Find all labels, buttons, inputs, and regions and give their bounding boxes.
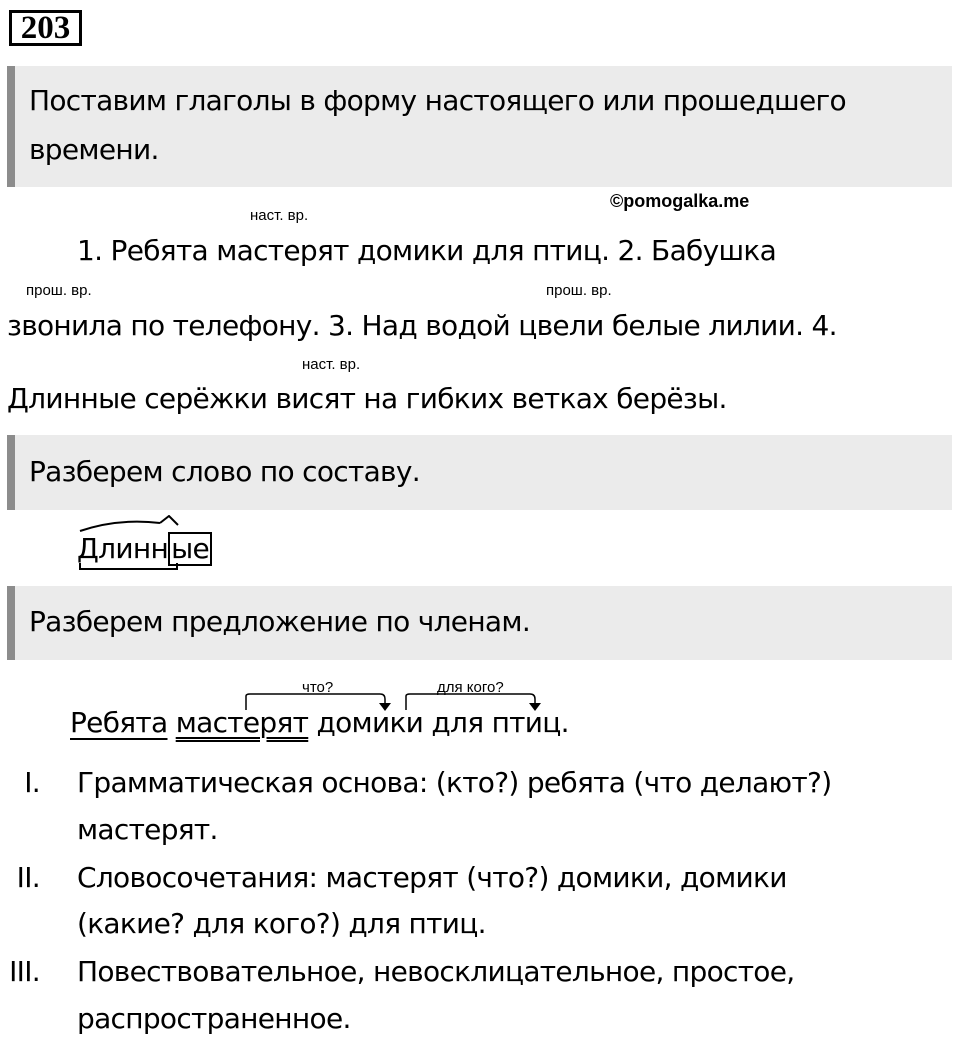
text-line-2: звонила по телефону. 3. Над водой цвели белые лилии. 4. bbox=[7, 309, 837, 342]
list-item-1-line-1: Грамматическая основа: (кто?) ребята (что делают?) bbox=[77, 766, 832, 799]
list-number-2: II. bbox=[16, 861, 40, 894]
tense-annotation-1: наст. вр. bbox=[250, 207, 309, 224]
tense-annotation-3: прош. вр. bbox=[546, 282, 612, 299]
sentence-rest: домики для птиц. bbox=[316, 706, 569, 739]
section-heading-sentence bbox=[7, 586, 952, 660]
root-arc bbox=[80, 522, 160, 531]
section-heading-tenses bbox=[7, 66, 952, 187]
heading-morphemes-text: Разберем слово по составу. bbox=[29, 455, 420, 488]
task-number: 203 bbox=[9, 10, 82, 46]
list-item-1-line-2: мастерят. bbox=[77, 813, 218, 846]
tense-annotation-2: прош. вр. bbox=[26, 282, 92, 299]
watermark: ©pomogalka.me bbox=[610, 191, 750, 211]
list-number-1: I. bbox=[24, 766, 40, 799]
predicate-word: мастерят bbox=[175, 706, 309, 739]
arrow-question-for-whom: для кого? bbox=[437, 679, 504, 696]
text-line-3: Длинные серёжки висят на гибких ветках берёзы. bbox=[7, 382, 727, 415]
tense-annotation-4: наст. вр. bbox=[302, 356, 361, 373]
word-ending: ые bbox=[171, 532, 210, 565]
list-item-2-line-1: Словосочетания: мастерят (что?) домики, домики bbox=[77, 861, 787, 894]
text-line-1: 1. Ребята мастерят домики для птиц. 2. Бабушка bbox=[77, 234, 777, 267]
heading-sentence-text: Разберем предложение по членам. bbox=[29, 605, 531, 638]
subject-word: Ребята bbox=[70, 706, 168, 739]
list-number-3: III. bbox=[9, 955, 40, 988]
analyzed-sentence bbox=[70, 706, 569, 739]
word-stem: Длинн bbox=[77, 532, 169, 565]
section-heading-morphemes bbox=[7, 435, 952, 510]
list-item-3-line-2: распространенное. bbox=[77, 1002, 351, 1035]
stem-bracket bbox=[80, 563, 177, 569]
heading-line-2: времени. bbox=[29, 133, 159, 166]
suffix-hat bbox=[160, 516, 178, 525]
arrow-question-what: что? bbox=[302, 679, 334, 696]
list-item-2-line-2: (какие? для кого?) для птиц. bbox=[77, 907, 486, 940]
heading-line-1: Поставим глаголы в форму настоящего или прошедшего bbox=[29, 84, 846, 117]
morpheme-marks bbox=[70, 515, 230, 575]
list-item-3-line-1: Повествовательное, невосклицательное, простое, bbox=[77, 955, 795, 988]
